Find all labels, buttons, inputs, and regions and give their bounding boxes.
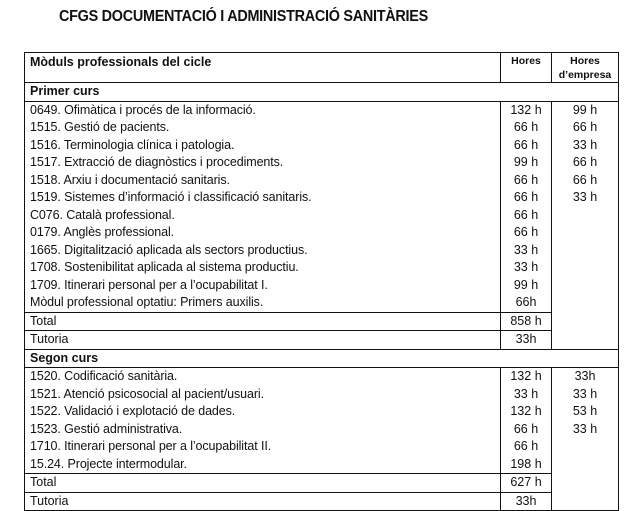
module-hours: 198 h (501, 456, 552, 474)
table-row (25, 101, 619, 119)
table-row (25, 154, 619, 172)
module-hours: 99 h (501, 277, 552, 295)
module-hours: 33 h (501, 386, 552, 404)
tutoria-company-hours-empty (552, 492, 619, 511)
table-row (25, 189, 619, 207)
module-company-hours (552, 224, 619, 242)
table-row (25, 421, 619, 439)
header-row (25, 53, 619, 83)
module-name: C076. Català professional. (25, 207, 501, 225)
total-label: Total (25, 312, 501, 331)
module-hours: 132 h (501, 368, 552, 386)
module-company-hours: 66 h (552, 172, 619, 190)
total-hours: 627 h (501, 474, 552, 493)
tutoria-company-hours-empty (552, 331, 619, 350)
module-hours: 33 h (501, 242, 552, 260)
module-company-hours (552, 242, 619, 260)
module-hours: 66 h (501, 172, 552, 190)
module-name: 1710. Itinerari personal per a l’ocupabilitat II. (25, 438, 501, 456)
table-row (25, 224, 619, 242)
table-row (25, 119, 619, 137)
module-name: 1516. Terminologia clínica i patologia. (25, 137, 501, 155)
module-name: 0179. Anglès professional. (25, 224, 501, 242)
module-company-hours: 33 h (552, 189, 619, 207)
table-row (25, 277, 619, 295)
module-name: 15.24. Projecte intermodular. (25, 456, 501, 474)
module-hours: 66 h (501, 224, 552, 242)
module-company-hours: 99 h (552, 101, 619, 119)
module-name: 1518. Arxiu i documentació sanitaris. (25, 172, 501, 190)
modules-table (24, 52, 619, 511)
module-company-hours: 33 h (552, 421, 619, 439)
module-hours: 66h (501, 294, 552, 312)
section-label: Segon curs (25, 349, 619, 368)
module-name: 1665. Digitalització aplicada als sectors productius. (25, 242, 501, 260)
section-label: Primer curs (25, 83, 619, 102)
total-row (25, 312, 619, 331)
module-name: 1521. Atenció psicosocial al pacient/usuari. (25, 386, 501, 404)
module-company-hours (552, 259, 619, 277)
table-row (25, 172, 619, 190)
table-row (25, 137, 619, 155)
module-company-hours: 33 h (552, 386, 619, 404)
module-name: 1515. Gestió de pacients. (25, 119, 501, 137)
tutoria-label: Tutoria (25, 331, 501, 350)
module-name: 1708. Sostenibilitat aplicada al sistema productiu. (25, 259, 501, 277)
header-company-hours-line2: d’empresa (558, 69, 612, 81)
module-hours: 132 h (501, 403, 552, 421)
module-company-hours: 53 h (552, 403, 619, 421)
module-name: 1522. Validació i explotació de dades. (25, 403, 501, 421)
module-company-hours (552, 294, 619, 312)
module-company-hours (552, 438, 619, 456)
table-row (25, 386, 619, 404)
table-row (25, 403, 619, 421)
module-name: 1519. Sistemes d’informació i classificació sanitaris. (25, 189, 501, 207)
section-row-primer-curs (25, 83, 619, 102)
module-company-hours: 33h (552, 368, 619, 386)
total-label: Total (25, 474, 501, 493)
module-company-hours: 66 h (552, 154, 619, 172)
module-name: 1520. Codificació sanitària. (25, 368, 501, 386)
module-company-hours: 33 h (552, 137, 619, 155)
module-name: 1709. Itinerari personal per a l’ocupabilitat I. (25, 277, 501, 295)
module-name: Mòdul professional optatiu: Primers auxilis. (25, 294, 501, 312)
module-hours: 66 h (501, 438, 552, 456)
tutoria-label: Tutoria (25, 492, 501, 511)
header-company-hours-line1: Hores (570, 55, 600, 67)
tutoria-hours: 33h (501, 331, 552, 350)
header-company-hours (552, 53, 619, 83)
table-row (25, 438, 619, 456)
tutoria-hours: 33h (501, 492, 552, 511)
table-row (25, 242, 619, 260)
table-row (25, 368, 619, 386)
module-hours: 132 h (501, 101, 552, 119)
tutoria-row (25, 331, 619, 350)
module-hours: 66 h (501, 189, 552, 207)
tutoria-row (25, 492, 619, 511)
module-hours: 66 h (501, 207, 552, 225)
total-hours: 858 h (501, 312, 552, 331)
table-row (25, 207, 619, 225)
module-company-hours (552, 456, 619, 474)
header-modules: Mòduls professionals del cicle (25, 53, 501, 83)
total-company-hours-empty (552, 474, 619, 493)
table-row (25, 294, 619, 312)
header-hours: Hores (501, 53, 552, 83)
table-row (25, 259, 619, 277)
module-company-hours: 66 h (552, 119, 619, 137)
module-name: 1523. Gestió administrativa. (25, 421, 501, 439)
total-row (25, 474, 619, 493)
module-name: 0649. Ofimàtica i procés de la informació. (25, 101, 501, 119)
module-hours: 66 h (501, 119, 552, 137)
module-hours: 99 h (501, 154, 552, 172)
module-hours: 66 h (501, 137, 552, 155)
module-company-hours (552, 207, 619, 225)
module-hours: 66 h (501, 421, 552, 439)
table-row (25, 456, 619, 474)
module-company-hours (552, 277, 619, 295)
total-company-hours-empty (552, 312, 619, 331)
module-name: 1517. Extracció de diagnòstics i procediments. (25, 154, 501, 172)
section-row-segon-curs (25, 349, 619, 368)
document-title: CFGS DOCUMENTACIÓ I ADMINISTRACIÓ SANITÀRIES (59, 8, 428, 25)
module-hours: 33 h (501, 259, 552, 277)
